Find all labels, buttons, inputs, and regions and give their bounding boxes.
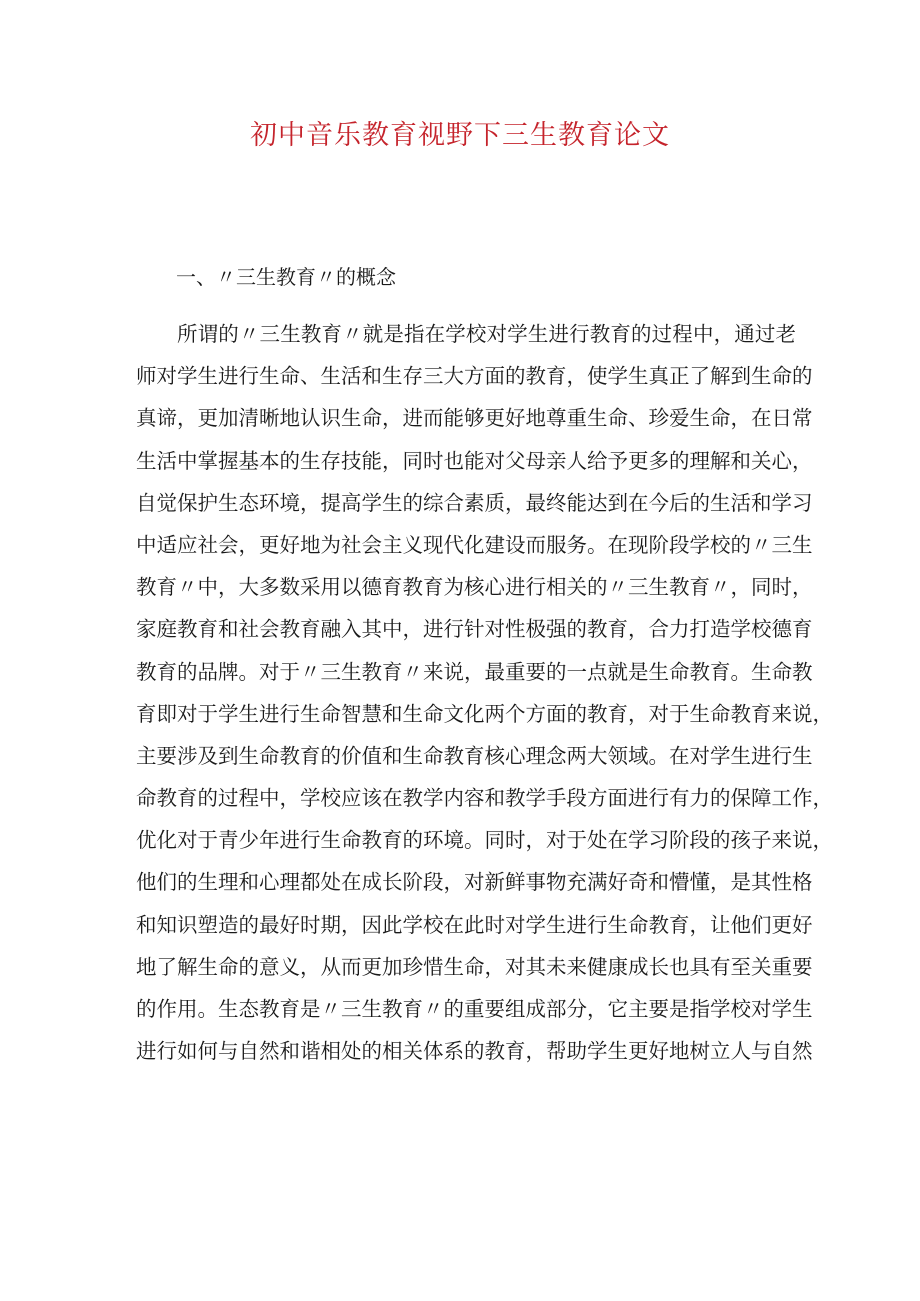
paragraph-line: 生活中掌握基本的生存技能，同时也能对父母亲人给予更多的理解和关心，: [136, 448, 813, 473]
document-title: 初中音乐教育视野下三生教育论文: [250, 120, 670, 151]
section-heading: 一、〃三生教育〃的概念: [176, 265, 396, 289]
paragraph-line: 所谓的〃三生教育〃就是指在学校对学生进行教育的过程中，通过老: [177, 322, 796, 346]
paragraph-line: 地了解生命的意义，从而更加珍惜生命，对其未来健康成长也具有至关重要: [136, 954, 813, 979]
paragraph-line: 教育〃中，大多数采用以德育教育为核心进行相关的〃三生教育〃，同时，: [136, 575, 813, 600]
paragraph-line: 进行如何与自然和谐相处的相关体系的教育，帮助学生更好地树立人与自然: [136, 1039, 813, 1064]
paragraph-line: 中适应社会，更好地为社会主义现代化建设而服务。在现阶段学校的〃三生: [136, 532, 813, 557]
paragraph-line: 真谛，更加清晰地认识生命，进而能够更好地尊重生命、珍爱生命，在日常: [136, 406, 813, 431]
paragraph-line: 自觉保护生态环境，提高学生的综合素质，最终能达到在今后的生活和学习: [136, 490, 813, 515]
paragraph-line: 家庭教育和社会教育融入其中，进行针对性极强的教育，合力打造学校德育: [136, 617, 813, 642]
paragraph-line: 主要涉及到生命教育的价值和生命教育核心理念两大领域。在对学生进行生: [136, 743, 813, 768]
paragraph-line: 优化对于青少年进行生命教育的环境。同时，对于处在学习阶段的孩子来说，: [136, 828, 833, 853]
paragraph-line: 和知识塑造的最好时期，因此学校在此时对学生进行生命教育，让他们更好: [136, 912, 813, 937]
body-paragraph: [136, 313, 833, 1072]
paragraph-line: 他们的生理和心理都处在成长阶段，对新鲜事物充满好奇和懵懂，是其性格: [136, 870, 813, 895]
paragraph-line: 育即对于学生进行生命智慧和生命文化两个方面的教育，对于生命教育来说，: [136, 701, 833, 726]
paragraph-line: 教育的品牌。对于〃三生教育〃来说，最重要的一点就是生命教育。生命教: [136, 659, 813, 684]
paragraph-line: 的作用。生态教育是〃三生教育〃的重要组成部分，它主要是指学校对学生: [136, 997, 813, 1021]
paragraph-line: 命教育的过程中，学校应该在教学内容和教学手段方面进行有力的保障工作，: [136, 786, 833, 811]
paragraph-line: 师对学生进行生命、生活和生存三大方面的教育，使学生真正了解到生命的: [136, 364, 813, 389]
